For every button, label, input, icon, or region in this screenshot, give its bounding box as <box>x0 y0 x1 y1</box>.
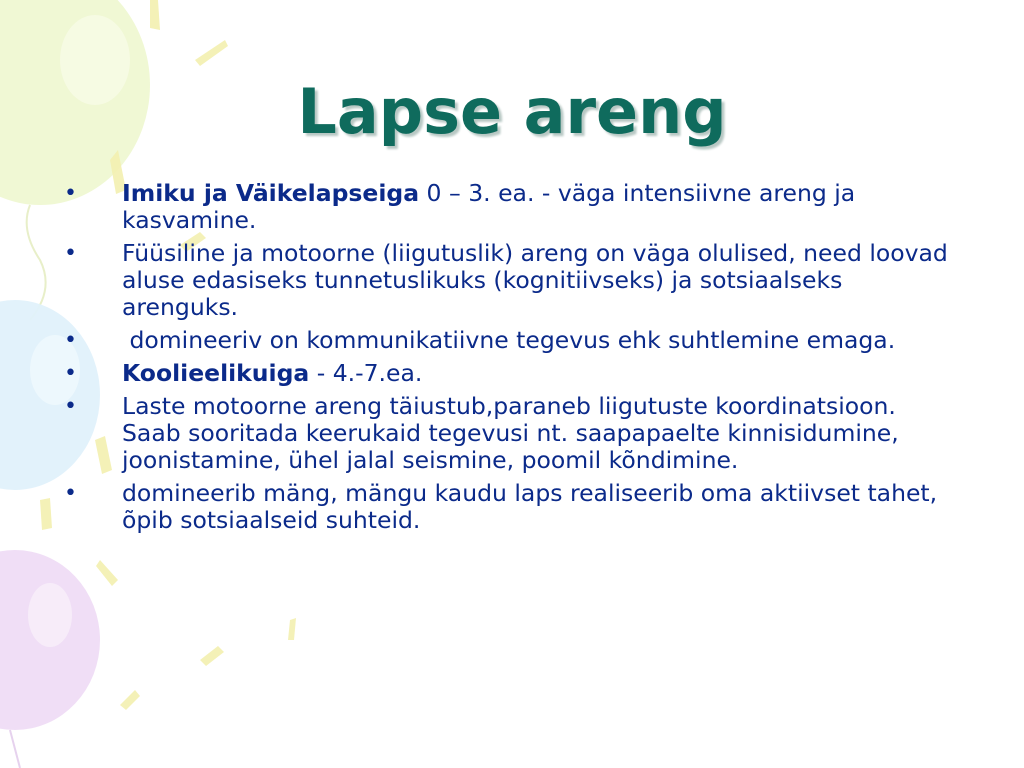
bullet-marker: • <box>64 361 77 386</box>
bullet-marker: • <box>64 481 77 506</box>
bullet-item <box>60 480 960 534</box>
bullet-text: Laste motoorne areng täiustub,paraneb liigutuste koordinatsioon. Saab sooritada keerukaid tegevusi nt. saapapaelte kinnisidumine, joonistamine, ühel jalal seismine, poomil kõndimine. <box>122 392 899 474</box>
bullet-text: 0 – 3. ea. - väga intensiivne areng ja kasvamine. <box>122 179 856 234</box>
bullet-list <box>60 180 960 540</box>
bullet-text: domineeriv on kommunikatiivne tegevus ehk suhtlemine emaga. <box>122 326 896 354</box>
bullet-text: Füüsiline ja motoorne (liigutuslik) areng on väga olulised, need loovad aluse edasiseks tunnetuslikuks (kognitiivseks) ja sotsiaalseks arenguks. <box>122 239 948 321</box>
bullet-heading: Koolieelikuiga <box>122 359 310 387</box>
slide-title: Lapse areng <box>297 75 727 148</box>
bullet-marker: • <box>64 181 77 206</box>
bullet-item <box>60 360 960 387</box>
bullet-item <box>60 393 960 474</box>
bullet-item <box>60 327 960 354</box>
bullet-marker: • <box>64 241 77 266</box>
bullet-marker: • <box>64 394 77 419</box>
bullet-heading: Imiku ja Väikelapseiga <box>122 179 420 207</box>
bullet-text: domineerib mäng, mängu kaudu laps realiseerib oma aktiivset tahet, õpib sotsiaalseid suhteid. <box>122 479 938 534</box>
bullet-item <box>60 180 960 234</box>
bullet-text: - 4.-7.ea. <box>309 359 423 387</box>
bullet-marker: • <box>64 328 77 353</box>
bullet-item <box>60 240 960 321</box>
